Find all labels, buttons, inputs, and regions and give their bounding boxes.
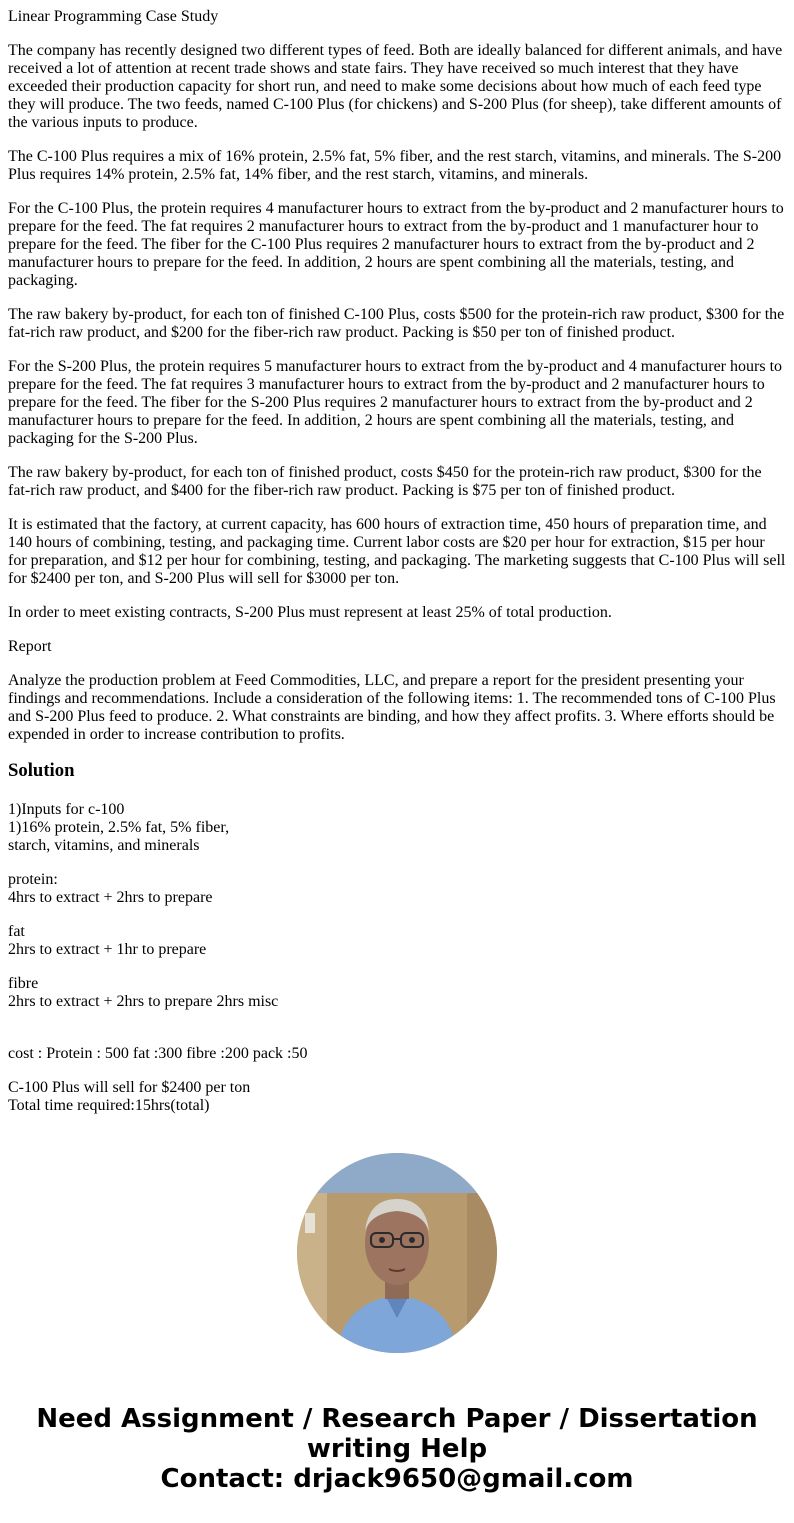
solution-summary xyxy=(8,1079,786,1115)
solution-heading: Solution xyxy=(8,760,75,781)
solution-line: fibre xyxy=(8,975,39,992)
solution-line: 1)Inputs for c-100 xyxy=(8,801,125,818)
report-label: Report xyxy=(8,638,52,655)
solution-line: Total time required:15hrs(total) xyxy=(8,1097,210,1114)
paragraph-report: Analyze the production problem at Feed Commodities, LLC, and prepare a report for the president presenting your findings and recommendations. Include a consideration of the following items: 1. The recommended tons of C-100 Plus and S-200 Plus feed to produce. 2. What constraints are binding, and how they affect profits. 3. Where efforts should be expended in order to increase contribution to profits. xyxy=(8,672,776,743)
paragraph-intro: The company has recently designed two different types of feed. Both are ideally balanced for different animals, and have received a lot of attention at recent trade shows and state fairs. They have received so much interest that they have exceeded their production capacity for short run, and need to make some decisions about how much of each feed type they will produce. The two feeds, named C-100 Plus (for chickens) and S-200 Plus (for sheep), take different amounts of the various inputs to produce. xyxy=(8,42,783,131)
portrait-image xyxy=(297,1153,497,1353)
spacer xyxy=(8,1027,786,1045)
document-body xyxy=(8,8,786,1131)
solution-line: 2hrs to extract + 1hr to prepare xyxy=(8,941,207,958)
document-title: Linear Programming Case Study xyxy=(8,8,219,25)
footer-contact: Contact: drjack9650@gmail.com xyxy=(160,1464,634,1494)
footer-line: writing Help xyxy=(306,1434,488,1464)
footer-banner xyxy=(0,1404,794,1494)
solution-line: 4hrs to extract + 2hrs to prepare xyxy=(8,889,213,906)
solution-line: C-100 Plus will sell for $2400 per ton xyxy=(8,1079,251,1096)
paragraph-contracts: In order to meet existing contracts, S-200 Plus must represent at least 25% of total production. xyxy=(8,604,612,621)
solution-line: 2hrs to extract + 2hrs to prepare 2hrs misc xyxy=(8,993,279,1010)
paragraph-c100-hours: For the C-100 Plus, the protein requires 4 manufacturer hours to extract from the by-product and 2 manufacturer hours to prepare for the feed. The fat requires 2 manufacturer hours to extract from the by-product and 1 manufacturer hour to prepare for the feed. The fiber for the C-100 Plus requires 2 manufacturer hours to extract from the by-product and 2 manufacturer hours to prepare for the feed. In addition, 2 hours are spent combining all the materials, testing, and packaging. xyxy=(8,200,784,289)
solution-fibre xyxy=(8,975,786,1011)
solution-line: protein: xyxy=(8,871,58,888)
solution-fat xyxy=(8,923,786,959)
solution-cost xyxy=(8,1045,786,1063)
paragraph-s200-hours: For the S-200 Plus, the protein requires 5 manufacturer hours to extract from the by-product and 4 manufacturer hours to prepare for the feed. The fat requires 3 manufacturer hours to extract from the by-product and 2 manufacturer hours to prepare for the feed. The fiber for the S-200 Plus requires 2 manufacturer hours to extract from the by-product and 2 manufacturer hours to prepare for the feed. In addition, 2 hours are spent combining all the materials, testing, and packaging for the S-200 Plus. xyxy=(8,358,783,447)
solution-inputs xyxy=(8,801,786,855)
footer-line: Need Assignment / Research Paper / Dissertation xyxy=(36,1404,758,1434)
paragraph-s200-costs: The raw bakery by-product, for each ton of finished product, costs $450 for the protein-rich raw product, $300 for the fat-rich raw product, and $400 for the fiber-rich raw product. Packing is $75 per ton of finished product. xyxy=(8,464,762,499)
paragraph-mix: The C-100 Plus requires a mix of 16% protein, 2.5% fat, 5% fiber, and the rest starch, vitamins, and minerals. The S-200 Plus requires 14% protein, 2.5% fat, 14% fiber, and the rest starch, vitamins, and minerals. xyxy=(8,148,782,183)
solution-line: fat xyxy=(8,923,25,940)
solution-line: 1)16% protein, 2.5% fat, 5% fiber, xyxy=(8,819,230,836)
solution-protein xyxy=(8,871,786,907)
paragraph-capacity: It is estimated that the factory, at current capacity, has 600 hours of extraction time, 450 hours of preparation time, and 140 hours of combining, testing, and packaging time. Current labor costs are $20 per hour for extraction, $15 per hour for preparation, and $12 per hour for combining, testing, and packaging. The marketing suggests that C-100 Plus will sell for $2400 per ton, and S-200 Plus will sell for $3000 per ton. xyxy=(8,516,786,587)
solution-line: cost : Protein : 500 fat :300 fibre :200 pack :50 xyxy=(8,1045,308,1062)
paragraph-c100-costs: The raw bakery by-product, for each ton of finished C-100 Plus, costs $500 for the protein-rich raw product, $300 for the fat-rich raw product, and $200 for the fiber-rich raw product. Packing is $50 per ton of finished product. xyxy=(8,306,785,341)
author-photo xyxy=(297,1153,497,1353)
solution-line: starch, vitamins, and minerals xyxy=(8,837,200,854)
